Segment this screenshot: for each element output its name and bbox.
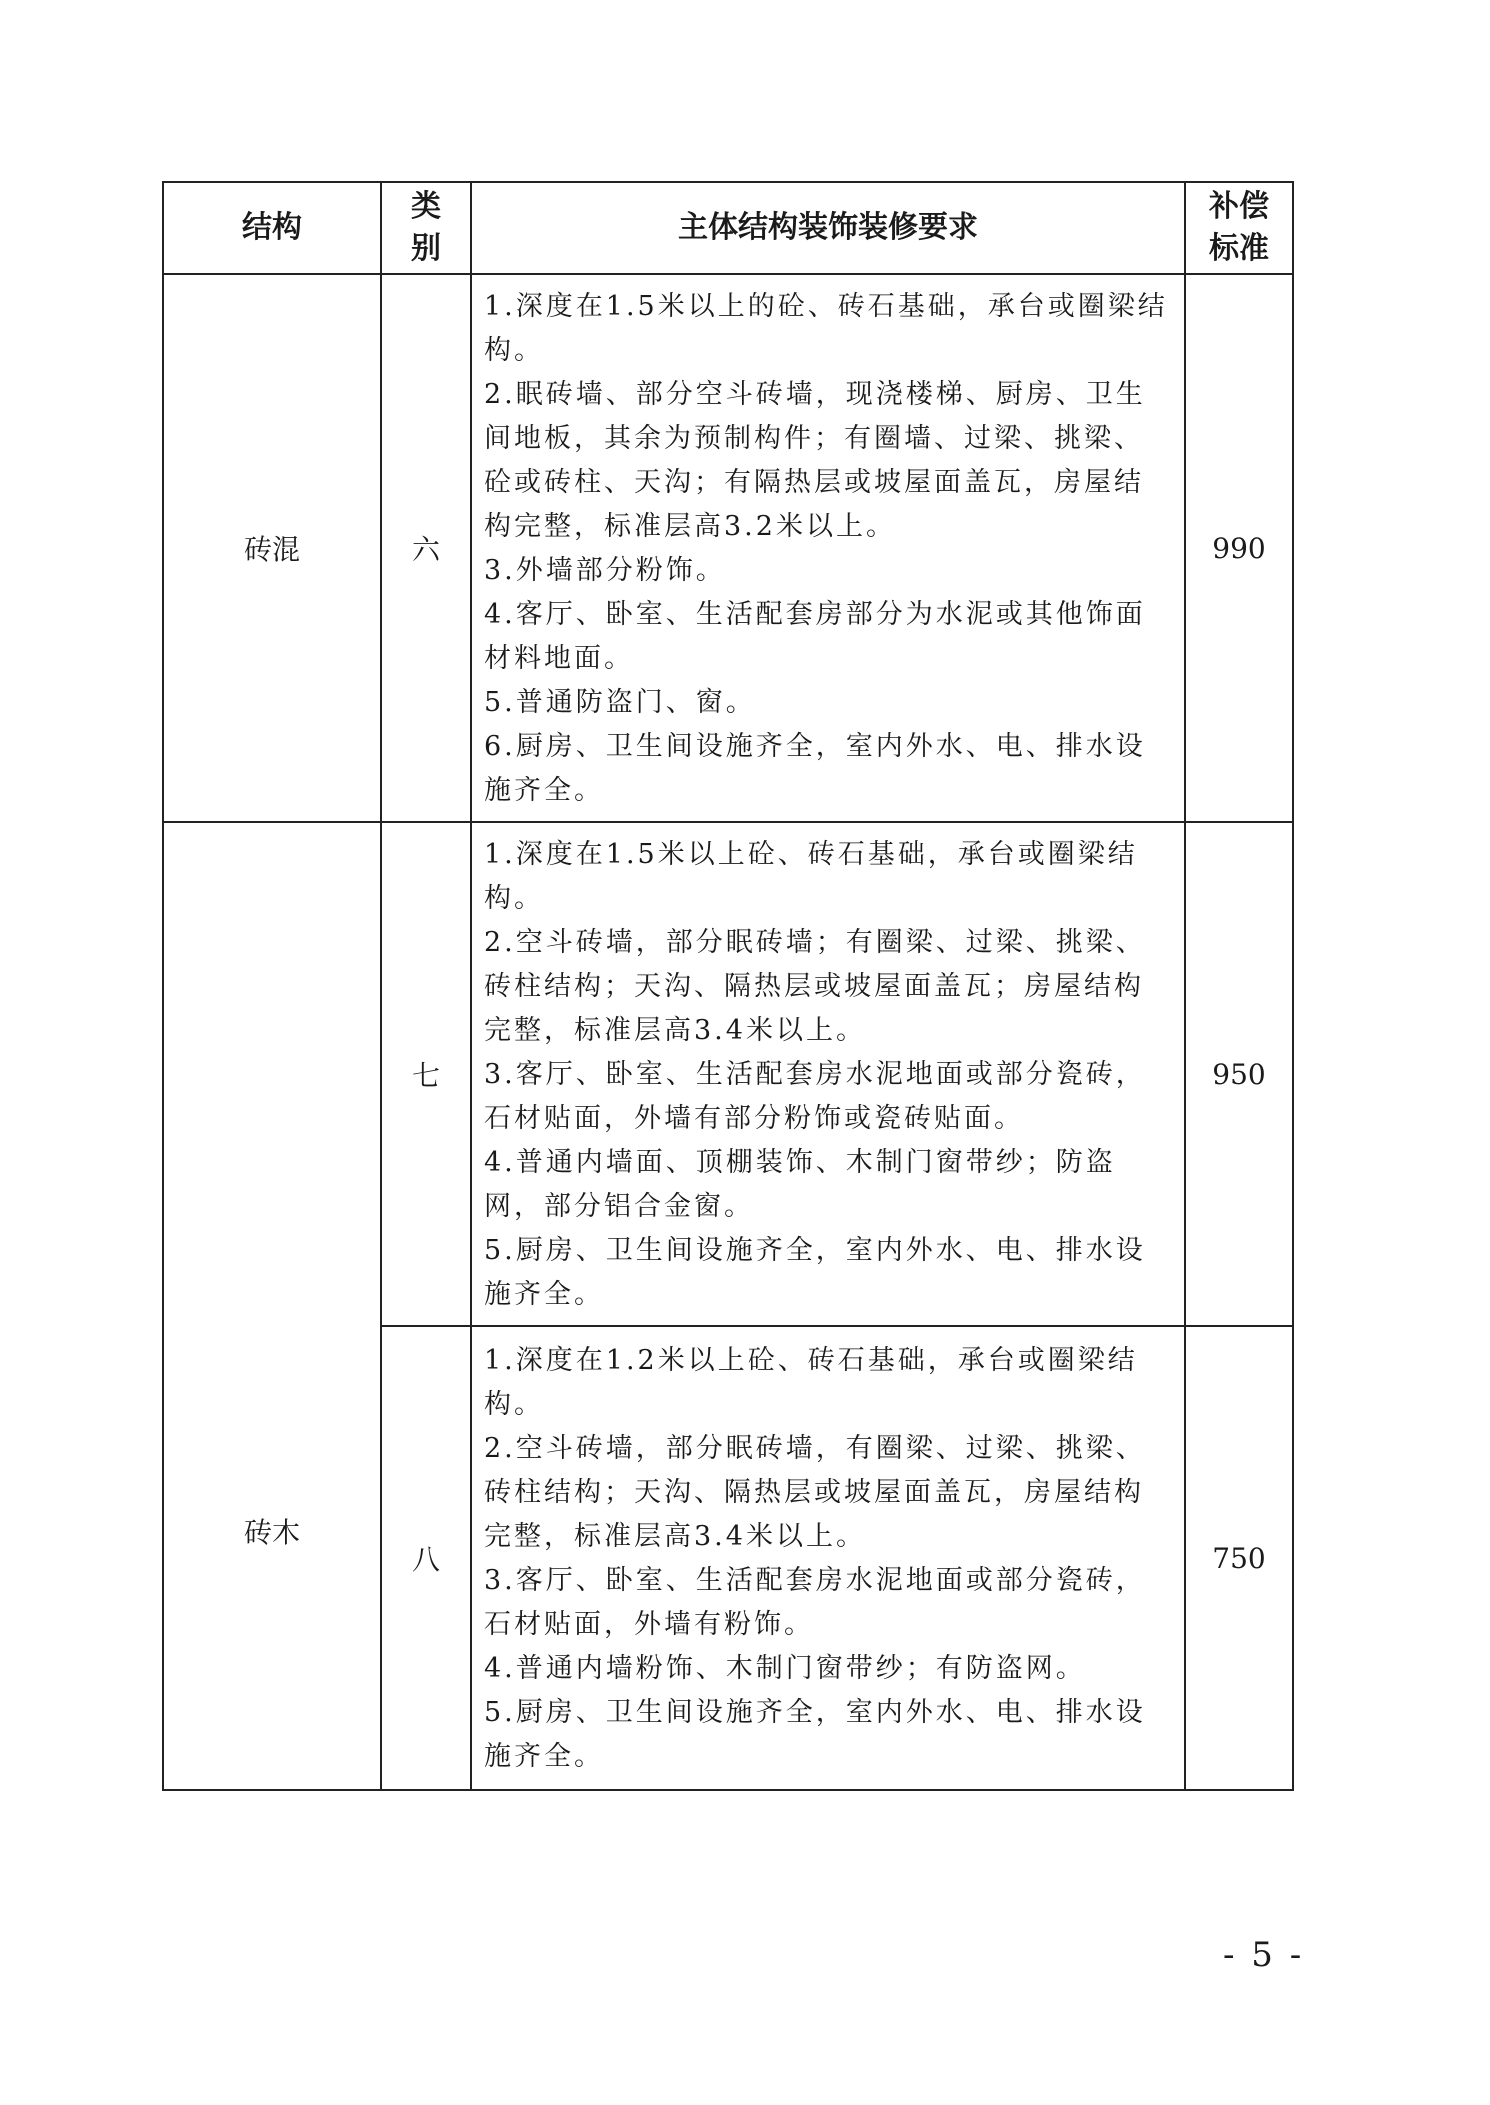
category-cell: 八 <box>381 1326 471 1790</box>
requirement-item: 1.深度在1.2米以上砼、砖石基础，承台或圈梁结构。 <box>484 1345 1138 1420</box>
requirement-item: 5.厨房、卫生间设施齐全，室内外水、电、排水设施齐全。 <box>484 1697 1146 1772</box>
compensation-cell: 750 <box>1185 1326 1293 1790</box>
requirement-item: 3.客厅、卧室、生活配套房水泥地面或部分瓷砖，石材贴面，外墙有粉饰。 <box>484 1565 1146 1640</box>
structure-cell <box>163 822 381 1790</box>
page-number: - 5 - <box>1223 1935 1305 1975</box>
requirement-item: 2.空斗砖墙，部分眠砖墙，有圈梁、过梁、挑梁、砖柱结构；天沟、隔热层或坡屋面盖瓦，房屋结构完整，标准层高3.4米以上。 <box>484 1433 1146 1552</box>
requirement-item: 4.客厅、卧室、生活配套房部分为水泥或其他饰面材料地面。 <box>484 599 1146 674</box>
header-compensation-line1: 补偿 <box>1209 189 1269 224</box>
table-header-row <box>163 182 1293 274</box>
header-category-line1: 类 <box>411 189 441 224</box>
requirement-item: 5.厨房、卫生间设施齐全，室内外水、电、排水设施齐全。 <box>484 1235 1146 1310</box>
table-row <box>163 274 1293 822</box>
table-row <box>163 822 1293 1326</box>
structure-label: 砖木 <box>243 1516 300 1549</box>
requirements-cell <box>471 1326 1185 1790</box>
requirements-cell <box>471 274 1185 822</box>
header-compensation-line2: 标准 <box>1209 231 1269 266</box>
compensation-standard-table <box>162 181 1294 1791</box>
header-category-line2: 别 <box>411 231 441 266</box>
compensation-cell: 950 <box>1185 822 1293 1326</box>
requirement-item: 6.厨房、卫生间设施齐全，室内外水、电、排水设施齐全。 <box>484 731 1146 806</box>
category-cell: 六 <box>381 274 471 822</box>
header-structure: 结构 <box>163 182 381 274</box>
requirement-item: 2.空斗砖墙，部分眠砖墙；有圈梁、过梁、挑梁、砖柱结构；天沟、隔热层或坡屋面盖瓦；房屋结构完整，标准层高3.4米以上。 <box>484 927 1146 1046</box>
requirement-item: 3.客厅、卧室、生活配套房水泥地面或部分瓷砖，石材贴面，外墙有部分粉饰或瓷砖贴面。 <box>484 1059 1146 1134</box>
compensation-cell: 990 <box>1185 274 1293 822</box>
requirement-item: 1.深度在1.5米以上砼、砖石基础，承台或圈梁结构。 <box>484 839 1138 914</box>
requirement-item: 4.普通内墙面、顶棚装饰、木制门窗带纱；防盗网，部分铝合金窗。 <box>484 1147 1116 1222</box>
header-requirements: 主体结构装饰装修要求 <box>471 182 1185 274</box>
requirement-item: 1.深度在1.5米以上的砼、砖石基础，承台或圈梁结构。 <box>484 291 1168 366</box>
header-category <box>381 182 471 274</box>
requirement-item: 2.眠砖墙、部分空斗砖墙，现浇楼梯、厨房、卫生间地板，其余为预制构件；有圈墙、过梁、挑梁、砼或砖柱、天沟；有隔热层或坡屋面盖瓦，房屋结构完整，标准层高3.2米以上。 <box>484 379 1146 542</box>
requirements-cell <box>471 822 1185 1326</box>
header-compensation <box>1185 182 1293 274</box>
requirement-item: 5.普通防盗门、窗。 <box>484 687 756 718</box>
category-cell: 七 <box>381 822 471 1326</box>
structure-cell: 砖混 <box>163 274 381 822</box>
requirement-item: 4.普通内墙粉饰、木制门窗带纱；有防盗网。 <box>484 1653 1086 1684</box>
requirement-item: 3.外墙部分粉饰。 <box>484 555 726 586</box>
